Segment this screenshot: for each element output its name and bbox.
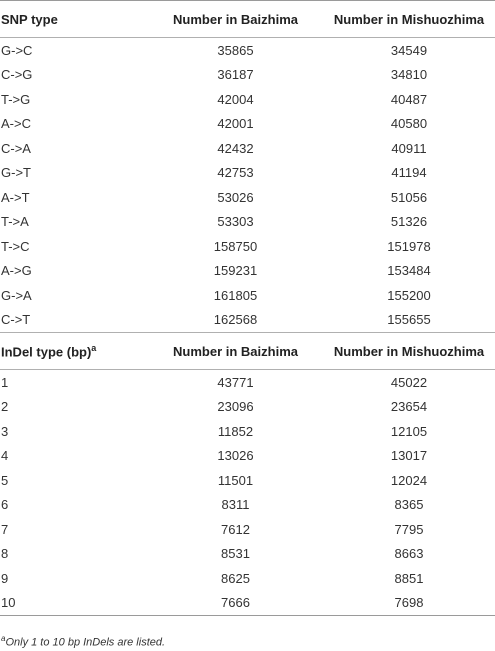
snp-cell: G->T	[1, 165, 31, 181]
snp-cell: 51056	[390, 189, 428, 205]
indel-row	[0, 493, 495, 518]
footnote-text: Only 1 to 10 bp InDels are listed.	[5, 636, 166, 649]
snp-cell: 41194	[391, 165, 427, 181]
indel-cell: 3	[1, 423, 9, 439]
snp-cell: 53303	[217, 214, 254, 230]
indel-cell: 12105	[390, 423, 428, 439]
indel-cell: 7	[1, 521, 9, 537]
indel-row	[0, 591, 495, 616]
snp-row	[0, 185, 495, 210]
indel-row	[0, 419, 495, 444]
snp-cell: 42753	[217, 165, 254, 181]
snp-type-header: SNP type	[1, 11, 58, 27]
indel-row	[0, 566, 495, 591]
snp-row	[0, 283, 495, 308]
snp-cell: 159231	[213, 263, 258, 279]
indel-row	[0, 468, 495, 493]
snp-cell: 34810	[390, 67, 428, 83]
indel-cell: 7666	[221, 595, 250, 611]
footnote-marker: a	[1, 634, 6, 643]
indel-cell: 7795	[394, 521, 424, 537]
indel-row	[0, 370, 495, 395]
indel-cell: 7612	[221, 521, 250, 537]
snp-cell: 40911	[391, 140, 427, 156]
snp-row	[0, 308, 495, 333]
indel-cell: 45022	[390, 374, 428, 390]
snp-cell: T->G	[1, 91, 31, 107]
indel-cell: 8851	[394, 570, 424, 586]
indel-cell: 7698	[394, 595, 424, 611]
indel-row	[0, 542, 495, 567]
indel-cell: 8531	[221, 546, 250, 562]
indel-header-row	[0, 333, 495, 369]
snp-cell: 53026	[217, 189, 254, 205]
snp-cell: 40487	[390, 91, 428, 107]
indel-row	[0, 444, 495, 469]
indel-cell: 11852	[217, 423, 254, 439]
snp-cell: C->T	[1, 312, 31, 328]
snp-cell: 40580	[390, 116, 428, 132]
snp-row	[0, 161, 495, 186]
baizhima-header-2: Number in Baizhima	[173, 343, 298, 359]
indel-cell: 8625	[221, 570, 250, 586]
snp-cell: 153484	[387, 263, 431, 279]
indel-type-header: InDel type (bp)$^a$	[1, 342, 97, 360]
snp-cell: 158750	[213, 238, 258, 254]
snp-cell: A->G	[1, 263, 32, 279]
indel-cell: 8311	[221, 497, 250, 513]
snp-cell: T->A	[1, 214, 29, 230]
indel-cell: 11501	[217, 472, 254, 488]
snp-cell: G->A	[1, 287, 32, 303]
indel-cell: 8	[1, 546, 9, 562]
snp-row	[0, 259, 495, 284]
indel-cell: 6	[1, 497, 9, 513]
indel-cell: 4	[1, 448, 9, 464]
indel-cell: 8663	[394, 546, 424, 562]
snp-cell: 34549	[390, 42, 428, 58]
snp-row	[0, 38, 495, 63]
snp-cell: 151978	[387, 238, 431, 254]
snp-cell: 51326	[390, 214, 428, 230]
snp-header-row	[0, 1, 495, 37]
snp-row	[0, 87, 495, 112]
snp-body	[0, 38, 495, 332]
indel-header-superscript: a	[91, 342, 97, 353]
snp-cell: 162568	[213, 312, 258, 328]
snp-cell: 42432	[217, 140, 254, 156]
mishuozhima-header: Number in Mishuozhima	[333, 11, 485, 27]
snp-cell: 35865	[217, 42, 254, 58]
indel-cell: 23096	[217, 399, 254, 415]
baizhima-header: Number in Baizhima	[173, 11, 298, 27]
snp-table	[0, 1, 495, 37]
snp-cell: A->C	[1, 116, 31, 132]
indel-cell: 5	[1, 472, 9, 488]
snp-cell: A->T	[1, 189, 30, 205]
indel-table	[0, 333, 495, 369]
snp-row	[0, 234, 495, 259]
indel-row	[0, 395, 495, 420]
indel-cell: 43771	[217, 374, 254, 390]
snp-row	[0, 63, 495, 88]
indel-cell: 10	[1, 595, 16, 611]
snp-cell: T->C	[1, 238, 30, 254]
snp-row	[0, 112, 495, 137]
indel-cell: 8365	[394, 497, 424, 513]
indel-cell: 9	[1, 570, 9, 586]
snp-cell: C->G	[1, 67, 33, 83]
indel-cell: 12024	[390, 472, 428, 488]
snp-cell: C->A	[1, 140, 31, 156]
indel-row	[0, 517, 495, 542]
snp-row	[0, 210, 495, 235]
bottom-rule	[0, 615, 495, 616]
snp-cell: 42001	[217, 116, 254, 132]
mishuozhima-header-2: Number in Mishuozhima	[333, 343, 485, 359]
indel-cell: 2	[1, 399, 9, 415]
snp-cell: 155655	[387, 312, 431, 328]
snp-cell: 161805	[213, 287, 258, 303]
snp-cell: 155200	[387, 287, 431, 303]
snp-row	[0, 136, 495, 161]
indel-cell: 1	[1, 374, 9, 390]
snp-cell: G->C	[1, 42, 33, 58]
indel-cell: 13017	[390, 448, 428, 464]
snp-cell: 42004	[217, 91, 254, 107]
indel-cell: 23654	[390, 399, 428, 415]
table-footnote	[1, 634, 165, 649]
indel-cell: 13026	[217, 448, 254, 464]
snp-cell: 36187	[217, 67, 254, 83]
indel-body	[0, 370, 495, 615]
